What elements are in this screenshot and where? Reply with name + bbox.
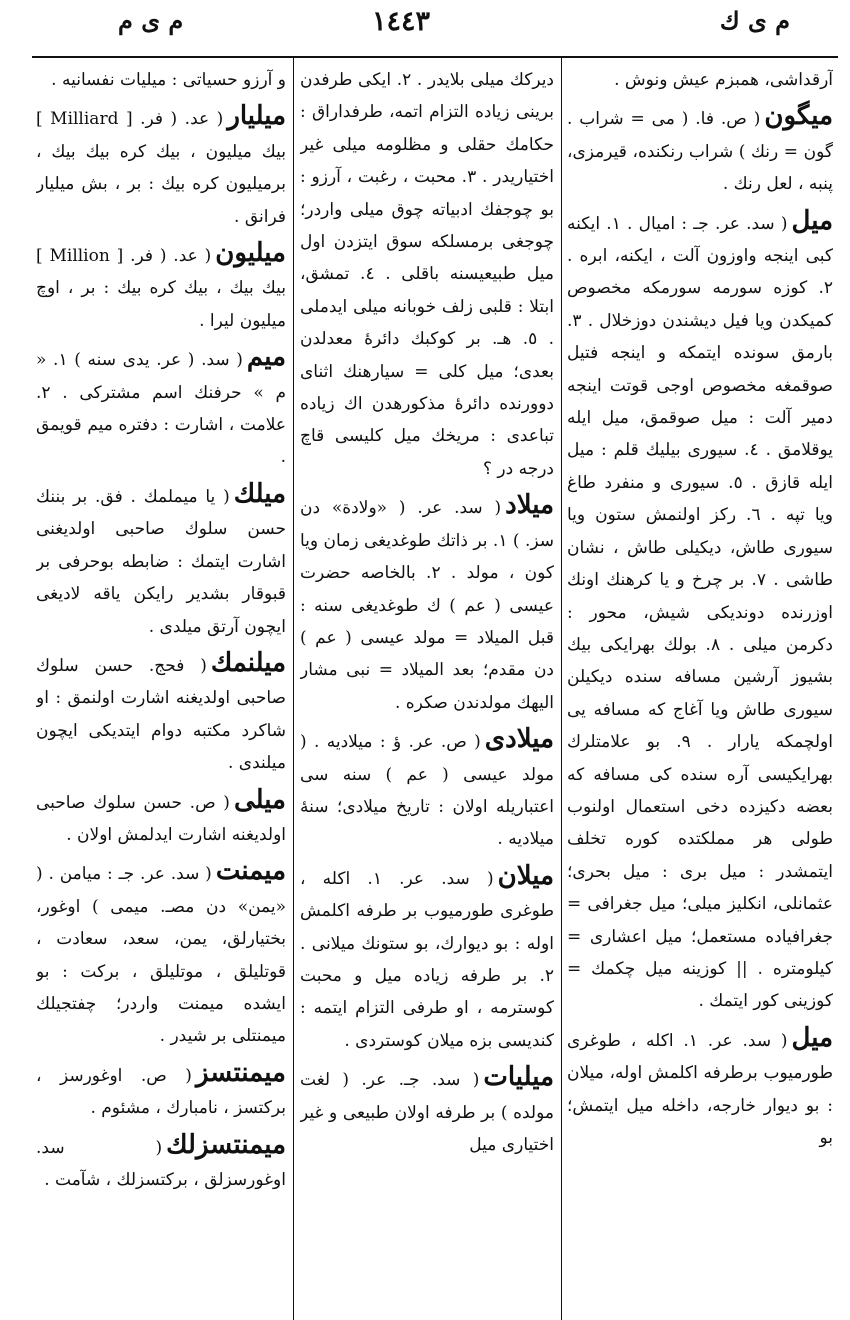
dictionary-entry (567, 100, 833, 200)
dictionary-entry (300, 860, 554, 1057)
column-divider (293, 58, 294, 1320)
entry-headword: ميم (246, 342, 286, 373)
entry-definition: ( فحج. حسن سلوك صاحبى اولدیغنه اشارت اولنمق : او شاكرد مكتبه دوام ايتديكى ايچون ميلندى . (36, 655, 286, 774)
entry-definition: ( ص. حسن سلوك صاحبى اولدیغنه اشارت ايدلمش اولان . (36, 792, 286, 845)
entry-headword: ميل (791, 1022, 833, 1053)
entry-headword: ميلاد (505, 490, 554, 521)
entry-headword: ميلنمك (210, 647, 286, 678)
entry-definition: ( سد. عر. ( «ولادة» دن سز. ) ١. بر ذاتك طوغديغى زمان ويا كون ، مولد . ٢. بالخاصه حضرت عيسى ( عم ) ك طوغديغى سنه : قبل الميلاد = مولد عيسى ( عم ) دن مقدم؛ بعد الميلاد = نبى مشار اليهك مولدندن صكره . (300, 498, 554, 713)
page-header (0, 0, 850, 58)
entry-headword: ميلان (497, 860, 554, 891)
entry-definition: ( سد. عر. جـ : اميال . ١. ايكنه كبى اينجه واوزون آلت ، ايكنه، ابره . ٢. كوزه سورمه سورمكه مخصوص كميكدن ويا فيل ديشندن دوزخلال . ٣. بارمق سونده ايتمكه و اينجه فتيل صوقمغه مخصوص اوجى قوتت اينجه دمير آلت : ميل صوقمق، ميل ايله يوقلامق . ٤. سيورى بيليك قلم : ميل ايله قازق . ٥. سيورى و منفرد طاغ ويا تپه . ٦. ركز اولنمش ستون ويا سيورى طاش، ديكيلى طاش ، نشان طاشى . ٧. بر چرخ و يا كرهنك اونك اوزرنده دونديكى شيش، محور : دكرمن ميلى . ٨. بولك بهرايكى بيك بشيوز آرشين مسافه سنده ديكيلن سيورى طاش ويا آغاج كه مسافه يى اولچمكه يارار . ٩. بو علامتلرك بهرايكيسى آره سنده كى مسافه كه بعضه دكيزده دخى استعمال اولنوب طولى هر مملكتده كوره تخلف ايتمشدر : ميل برى : ميل بحرى؛ عثمانلى، انكليز ميلى؛ ميل جغرافى = جغرافياده مستعمل؛ ميل اعشارى = كيلومتره . || كوزينه ميل چكمك = كوزينى كور ايتمك . (567, 213, 833, 1012)
entry-definition: ( ص. فا. ( مى = شراب . گون = رنك ) شراب رنكنده، قيرمزى، پنبه ، لعل رنك . (567, 109, 833, 195)
entry-definition: و آرزو حسياتى : ميليات نفسانيه . (51, 70, 286, 90)
entry-headword: ميليار (227, 101, 286, 132)
column-divider (561, 58, 562, 1320)
entry-definition: ( سد. اوغورسزلق ، بركتسزلك ، شآمت . (36, 1137, 286, 1190)
entry-definition: ( سد. ( عر. يدى سنه ) ١. « م » حرفنك اسم مشتركى . ٢. علامت ، اشارت : دفتره ميم قويمق . (36, 350, 286, 468)
dictionary-entry (36, 341, 286, 474)
column-center (300, 64, 554, 1314)
dictionary-entry (567, 205, 833, 1018)
column-right (567, 64, 833, 1314)
dictionary-entry (36, 855, 286, 1052)
running-head-left: م ى م (118, 6, 184, 35)
entry-definition: ( سد. جـ. عر. ( لغت مولده ) بر طرفه اولان طبيعى و غير اختيارى ميل (300, 1070, 554, 1155)
dictionary-entry (36, 647, 286, 780)
dictionary-entry (36, 1129, 286, 1197)
entry-headword: ميمنتسزلك (166, 1129, 286, 1160)
entry-definition: ( ص. اوغورسز ، بركتسز ، نامبارك ، مشئوم . (36, 1065, 286, 1119)
entry-headword: ميمنت (215, 856, 286, 887)
header-rule (32, 56, 838, 58)
entry-definition: ( سد. عر. جـ : ميامن . ( «يمن» دن مصـ. ميمى ) اوغور، بختيارلق، يمن، سعد، سعادت ، قوتليلق ، موتليلق ، بركت : بو ايشده ميمنت واردر؛ چفتجيلك ميمنتلى بر شيدر . (36, 864, 286, 1047)
column-left (36, 64, 286, 1314)
entry-headword: ميگون (764, 101, 833, 132)
page-number: ١٤٤٣ (372, 6, 431, 37)
entry-definition: ( عد. ( فر. [ Million ] بيك بيك ، بيك كره بيك : بر ، اوچ ميليون ليرا . (36, 246, 286, 331)
dictionary-entry (36, 64, 286, 96)
dictionary-entry (300, 489, 554, 719)
dictionary-entry (36, 100, 286, 233)
dictionary-entry (36, 1057, 286, 1125)
entry-headword: ميليون (215, 238, 286, 269)
entry-definition: ( ص. عر. ؤ : ميلاديه . ( مولد عيسى ( عم ) سنه سى اعتباريله اولان : تاريخ ميلادى؛ سنهٔ ميلاديه . (300, 732, 554, 850)
dictionary-entry (567, 1022, 833, 1155)
dictionary-entry (300, 64, 554, 485)
entry-definition: ( سد. عر. ١. اكله ، طوغرى طورميوب برطرفه اكلمش اوله، ميلان : بو ديوار خارجه، داخله ميل ايتمش؛ بو (567, 1030, 833, 1148)
entry-definition: ( يا ميملمك . فق. بر بننك حسن سلوك صاحبى اولدیغنى اشارت ايتمك : ضابطه بوحرفى بر قبوقار بشدير رايكن ياقه لاديغى ايچون آرتق ميلدى . (36, 486, 286, 637)
dictionary-entry (36, 237, 286, 337)
entry-definition: ( سد. عر. ١. اكله ، طوغرى طورميوب بر طرفه اكلمش اوله : بو ديوارك، بو ستونك ميلانى . ٢. بر طرفه زياده ميل و محبت كوسترمه ، او طرفى التزام ايتمه : كنديسى بزه ميلان كوستردى . (300, 868, 554, 1051)
entry-definition: ( عد. ( فر. [ Milliard ] بيك ميليون ، بيك كره بيك بيك ، برميليون كره بيك : بر ، بش ميليار فرانق . (36, 109, 286, 227)
running-head-right: م ى ك (719, 6, 790, 35)
entry-definition: آرقداشى، همبزم عيش ونوش . (614, 70, 833, 90)
dictionary-entry (300, 723, 554, 856)
entry-headword: ميلى (233, 784, 286, 815)
entry-headword: ميلك (233, 478, 286, 509)
dictionary-entry (36, 478, 286, 643)
entry-definition: ديركك ميلى بلايدر . ٢. ايكى طرفدن برينى زياده التزام اتمه، طرفداراق : حكامك حقلى و مظلومه ميلى غير اختياريدر . ٣. محبت ، رغبت ، آرزو : بو چوجفك ادبياته چوق ميلى واردر؛ چوجغى برمسلكه سوق ايتزدن اول ميل طبيعيسنه باقلى . ٤. تمشق، ابتلا : قلبى زلف خوبانه ميلى ايدملى . ٥. هـ. بر كوكبك دائرهٔ معدلدن بعدى؛ ميل كلى = سيارهنك اثناى دوورنده دائرهٔ مذكورهدن اك زياده تباعدى : مريخك ميل كليسى قاچ درجه در ؟ (300, 70, 554, 479)
entry-headword: ميلادى (484, 724, 554, 755)
entry-headword: ميل (791, 205, 833, 236)
entry-headword: ميليات (483, 1062, 554, 1093)
dictionary-entry (36, 784, 286, 852)
entry-headword: ميمنتسز (195, 1057, 286, 1088)
dictionary-entry (567, 64, 833, 96)
dictionary-entry (300, 1061, 554, 1161)
